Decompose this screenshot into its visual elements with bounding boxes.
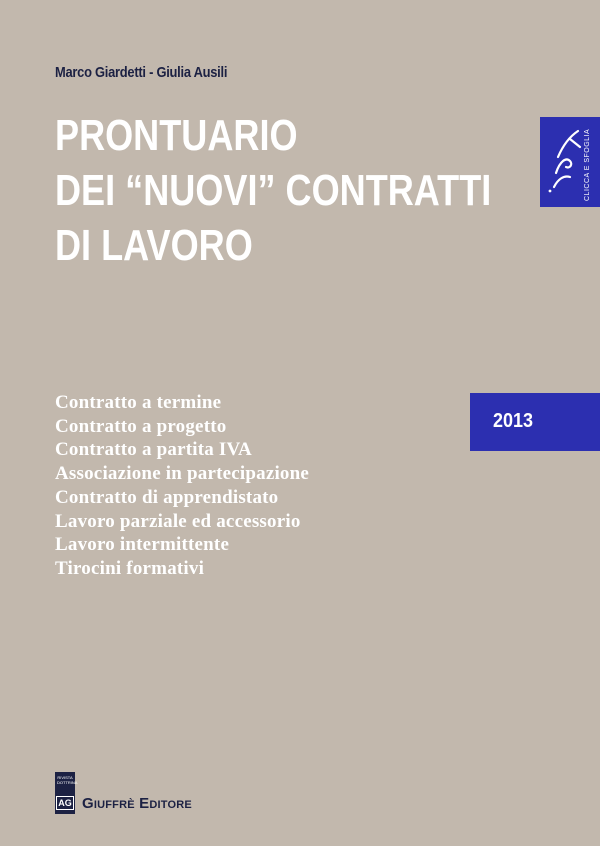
badge-caption: CLICCA E SFOGLIA (584, 128, 591, 201)
title-line-3: DI LAVORO (55, 221, 253, 270)
authors: Marco Giardetti - Giulia Ausili (55, 64, 228, 81)
topic-item: Contratto a partita IVA (55, 439, 252, 461)
topic-item: Contratto a progetto (55, 415, 227, 437)
publisher-name: Giuffrè Editore (82, 795, 192, 812)
year-box (470, 393, 600, 451)
topic-item: Tirocini formativi (55, 557, 205, 579)
topic-item: Lavoro intermittente (55, 534, 230, 556)
title-line-2: DEI “NUOVI” CONTRATTI (55, 166, 492, 215)
int-logo-icon (540, 117, 600, 207)
topic-item: Contratto a termine (55, 392, 222, 413)
publisher-logo-small-text: RIVISTA DOTTRINA (57, 775, 78, 785)
book-title (55, 108, 492, 273)
topics-list (55, 391, 309, 581)
int-badge (540, 117, 600, 207)
publisher-logo-initials: AG (56, 796, 74, 810)
publisher-logo-icon (55, 772, 78, 814)
topic-item: Associazione in partecipazione (55, 463, 310, 485)
topic-item: Contratto di apprendistato (55, 486, 279, 508)
year-label: 2013 (493, 410, 534, 432)
topic-item: Lavoro parziale ed accessorio (55, 510, 301, 532)
title-line-1: PRONTUARIO (55, 111, 298, 160)
